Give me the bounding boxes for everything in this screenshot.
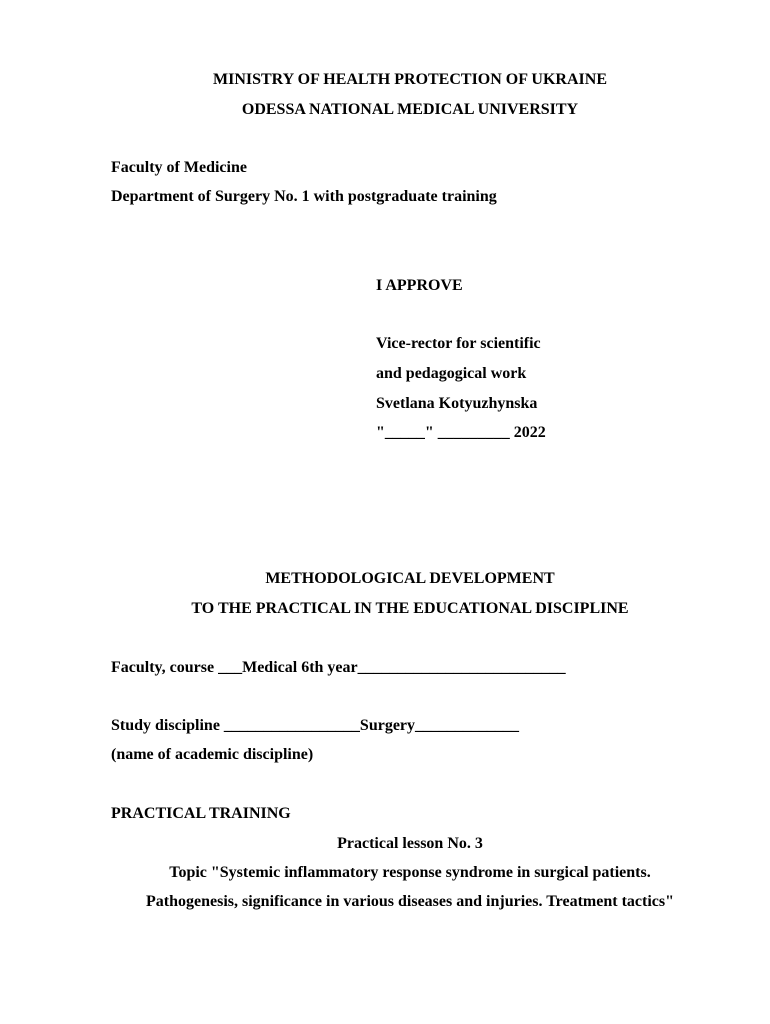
topic-line1: Topic "Systemic inflammatory response syndrome in surgical patients. xyxy=(169,864,651,881)
ministry-heading: MINISTRY OF HEALTH PROTECTION OF UKRAINE xyxy=(212,71,607,88)
approval-date-line: "_____" _________ 2022 xyxy=(376,424,546,441)
approver-name: Svetlana Kotyuzhynska xyxy=(376,395,538,412)
faculty-name: Faculty of Medicine xyxy=(111,159,247,176)
topic-line2: Pathogenesis, significance in various diseases and injuries. Treatment tactics" xyxy=(146,893,674,910)
approval-title: I APPROVE xyxy=(376,277,463,294)
practical-training-heading: PRACTICAL TRAINING xyxy=(111,805,291,822)
approver-position-line2: and pedagogical work xyxy=(376,365,527,382)
approver-position-line1: Vice-rector for scientific xyxy=(376,335,541,352)
document-title-line1: METHODOLOGICAL DEVELOPMENT xyxy=(265,570,555,587)
study-discipline-line: Study discipline _________________Surgery_____________ xyxy=(111,717,520,734)
lesson-number: Practical lesson No. 3 xyxy=(337,835,483,852)
department-name: Department of Surgery No. 1 with postgraduate training xyxy=(111,188,497,205)
faculty-course-line: Faculty, course ___Medical 6th year__________________________ xyxy=(111,659,566,676)
university-heading: ODESSA NATIONAL MEDICAL UNIVERSITY xyxy=(241,101,579,118)
document-title-line2: TO THE PRACTICAL IN THE EDUCATIONAL DISCIPLINE xyxy=(191,600,629,617)
discipline-note: (name of academic discipline) xyxy=(111,746,314,763)
